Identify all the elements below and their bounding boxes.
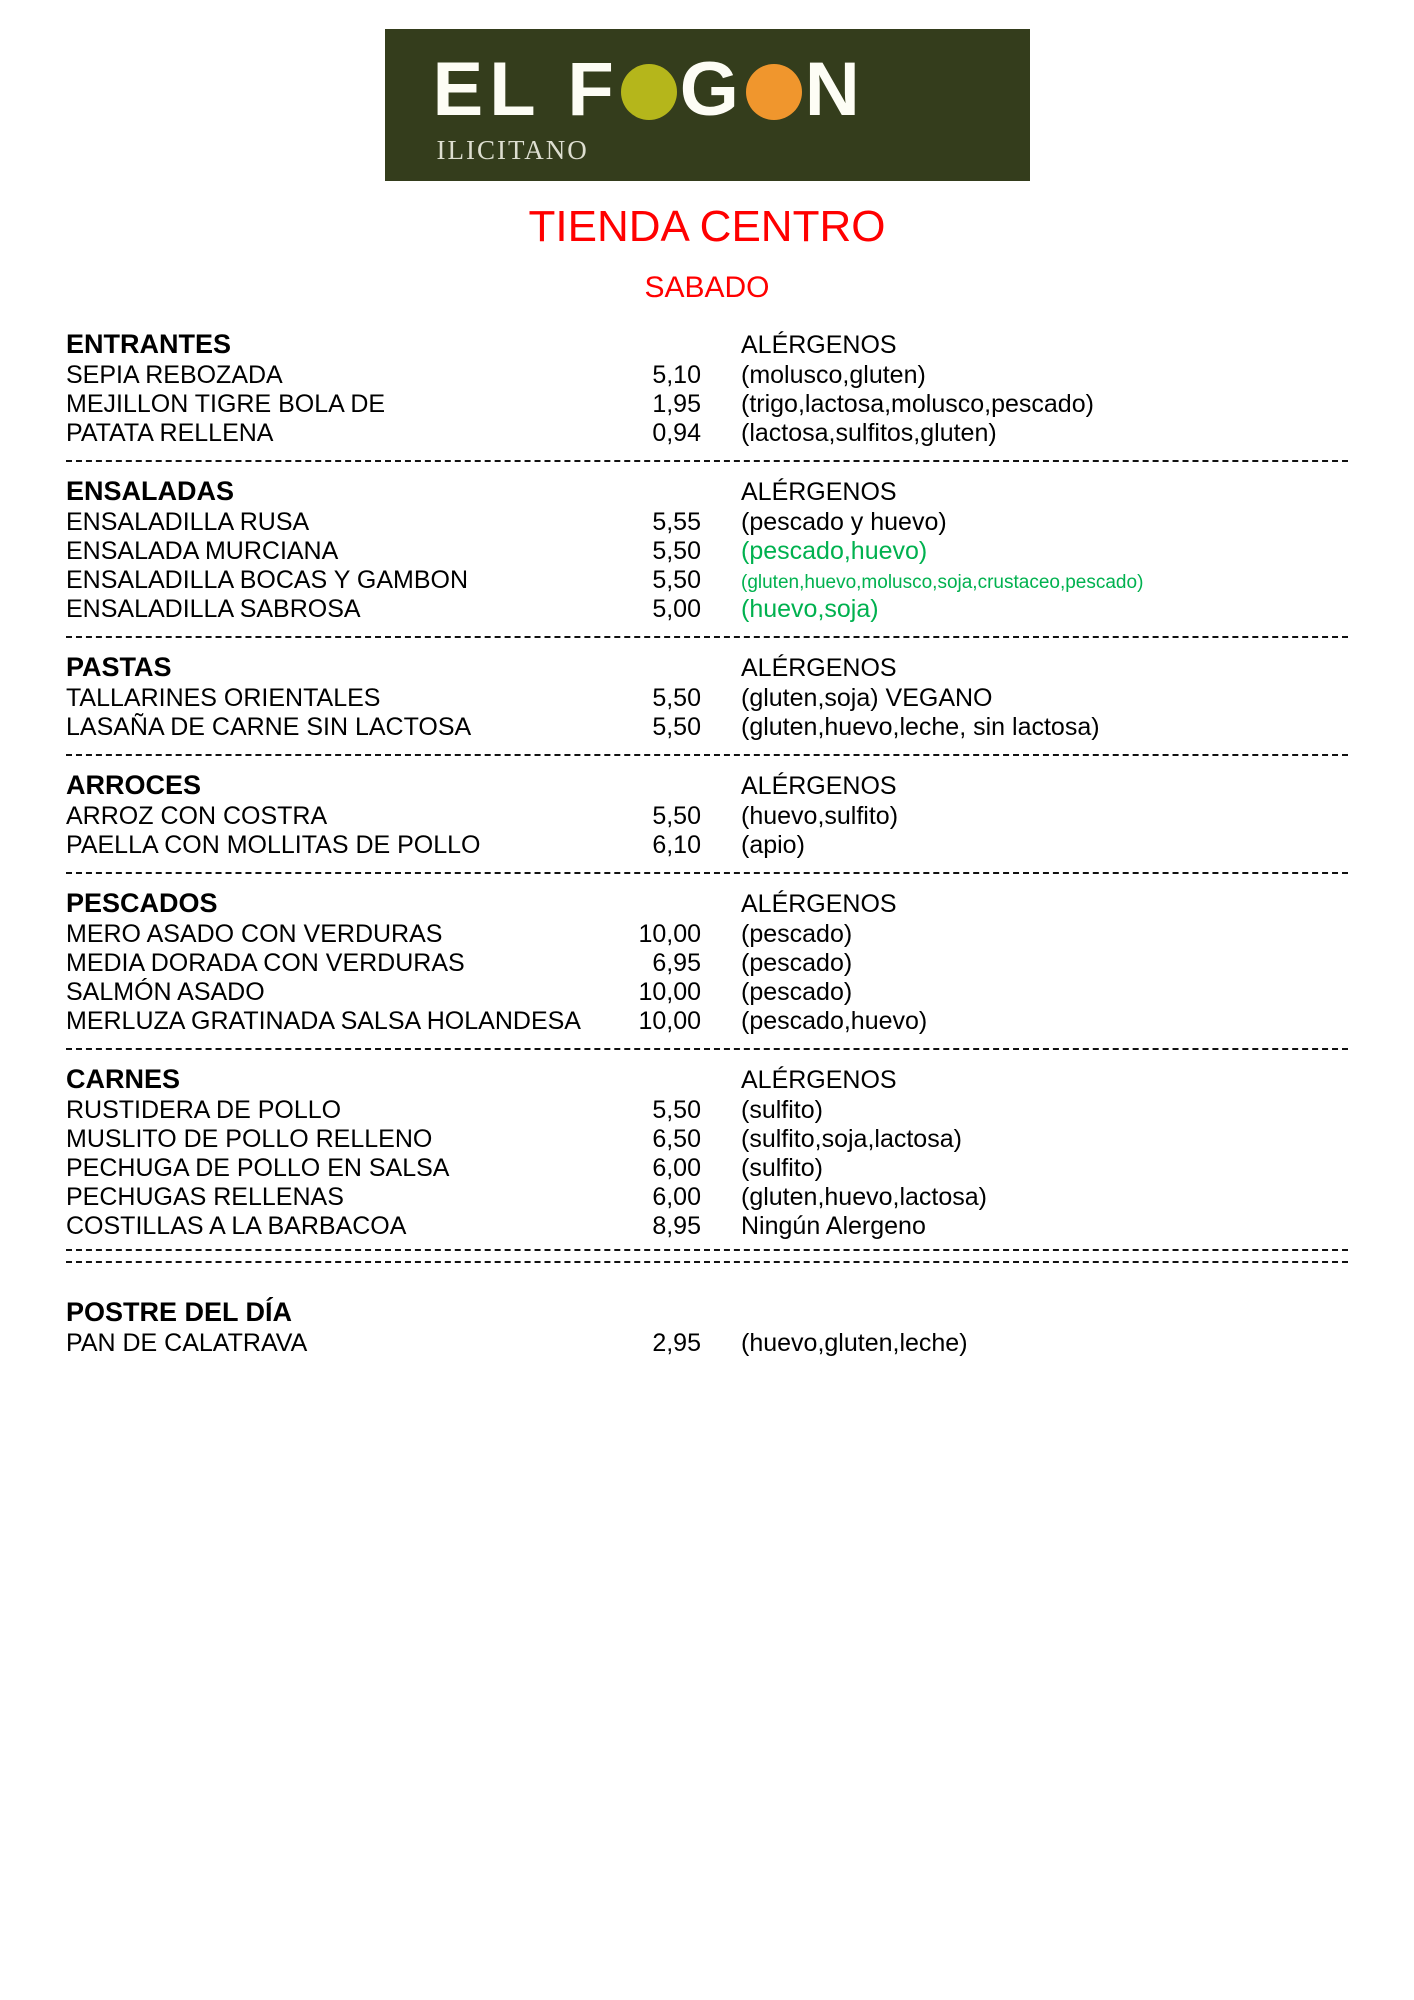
brand-wordmark xyxy=(432,47,866,132)
menu-item-name: LASAÑA DE CARNE SIN LACTOSA xyxy=(66,713,472,741)
menu-item-allergens: (lactosa,sulfitos,gluten) xyxy=(741,419,997,447)
section-title: ENTRANTES xyxy=(66,329,232,359)
menu-section xyxy=(66,890,1348,1034)
menu-item-row xyxy=(66,980,1348,1005)
section-divider xyxy=(66,636,1348,638)
menu-item-name: ENSALADILLA SABROSA xyxy=(66,595,361,623)
menu-item-name: ENSALADILLA BOCAS Y GAMBON xyxy=(66,566,469,594)
menu-item-price: 5,50 xyxy=(652,1096,701,1124)
section-divider xyxy=(66,754,1348,756)
menu-item-row xyxy=(66,833,1348,858)
menu-section xyxy=(66,772,1348,858)
menu-item-name: COSTILLAS A LA BARBACOA xyxy=(66,1212,407,1240)
menu-item-row xyxy=(66,539,1348,564)
menu-section xyxy=(66,1299,1348,1356)
allergens-column-header: ALÉRGENOS xyxy=(741,772,897,800)
brand-text-el-f: EL F xyxy=(432,47,620,132)
menu-item-row xyxy=(66,392,1348,417)
section-title: PESCADOS xyxy=(66,888,218,918)
menu-item-allergens: (huevo,soja) xyxy=(741,595,879,623)
section-divider xyxy=(66,872,1348,874)
section-title: ARROCES xyxy=(66,770,202,800)
brand-text-n: N xyxy=(804,47,866,132)
menu-item-row xyxy=(66,363,1348,388)
section-title: POSTRE DEL DÍA xyxy=(66,1297,293,1327)
menu-item-price: 5,50 xyxy=(652,566,701,594)
menu-item-price: 0,94 xyxy=(652,419,701,447)
menu-item-row xyxy=(66,1185,1348,1210)
page-subtitle: SABADO xyxy=(644,271,770,304)
menu-item-price: 2,95 xyxy=(652,1329,701,1357)
section-header-row xyxy=(66,654,1348,681)
menu-item-price: 6,10 xyxy=(652,831,701,859)
menu-item-price: 5,10 xyxy=(652,361,701,389)
section-title: PASTAS xyxy=(66,652,172,682)
menu-item-price: 5,50 xyxy=(652,684,701,712)
menu-item-allergens: (pescado) xyxy=(741,978,853,1006)
menu-item-allergens: (apio) xyxy=(741,831,805,859)
page-title: TIENDA CENTRO xyxy=(528,202,886,251)
section-divider xyxy=(66,1249,1348,1251)
menu-section xyxy=(66,331,1348,446)
menu-item-name: SALMÓN ASADO xyxy=(66,978,265,1006)
section-divider xyxy=(66,1048,1348,1050)
menu-item-row xyxy=(66,1214,1348,1239)
section-title: ENSALADAS xyxy=(66,476,235,506)
menu-item-row xyxy=(66,421,1348,446)
menu-item-price: 5,50 xyxy=(652,537,701,565)
menu-item-row xyxy=(66,1156,1348,1181)
menu-item-allergens: Ningún Alergeno xyxy=(741,1212,926,1240)
menu-item-price: 6,00 xyxy=(652,1183,701,1211)
menu-item-allergens: (gluten,huevo,leche, sin lactosa) xyxy=(741,713,1100,741)
menu-item-row xyxy=(66,1127,1348,1152)
menu-item-allergens: (gluten,huevo,lactosa) xyxy=(741,1183,987,1211)
orange-circle-icon xyxy=(746,64,802,120)
menu-item-allergens: (pescado,huevo) xyxy=(741,537,928,565)
menu-item-allergens: (pescado) xyxy=(741,949,853,977)
allergens-column-header: ALÉRGENOS xyxy=(741,1066,897,1094)
menu-item-name: SEPIA REBOZADA xyxy=(66,361,283,389)
menu-item-price: 10,00 xyxy=(638,978,701,1006)
section-divider xyxy=(66,1261,1348,1263)
menu-item-row xyxy=(66,597,1348,622)
section-header-row xyxy=(66,1066,1348,1093)
menu-item-allergens: (sulfito) xyxy=(741,1154,823,1182)
menu-item-name: PAELLA CON MOLLITAS DE POLLO xyxy=(66,831,481,859)
menu-item-price: 5,50 xyxy=(652,713,701,741)
menu-item-allergens: (sulfito,soja,lactosa) xyxy=(741,1125,962,1153)
menu-item-price: 10,00 xyxy=(638,1007,701,1035)
allergens-column-header: ALÉRGENOS xyxy=(741,478,897,506)
menu-item-price: 10,00 xyxy=(638,920,701,948)
menu-item-name: MERO ASADO CON VERDURAS xyxy=(66,920,443,948)
menu-item-row xyxy=(66,510,1348,535)
menu-item-name: RUSTIDERA DE POLLO xyxy=(66,1096,342,1124)
menu-item-name: PAN DE CALATRAVA xyxy=(66,1329,308,1357)
section-header-row xyxy=(66,890,1348,917)
menu-item-row xyxy=(66,951,1348,976)
menu-item-name: ARROZ CON COSTRA xyxy=(66,802,328,830)
menu-item-row xyxy=(66,686,1348,711)
menu-item-name: MEJILLON TIGRE BOLA DE xyxy=(66,390,386,418)
menu-item-name: MERLUZA GRATINADA SALSA HOLANDESA xyxy=(66,1007,581,1035)
menu-section xyxy=(66,1066,1348,1239)
menu-item-allergens: (huevo,gluten,leche) xyxy=(741,1329,968,1357)
divider-spacer xyxy=(66,1273,1348,1299)
menu-item-row xyxy=(66,804,1348,829)
section-header-row xyxy=(66,1299,1348,1326)
section-header-row xyxy=(66,478,1348,505)
allergens-column-header: ALÉRGENOS xyxy=(741,654,897,682)
menu-body xyxy=(30,331,1384,1356)
section-title: CARNES xyxy=(66,1064,181,1094)
menu-item-price: 5,00 xyxy=(652,595,701,623)
menu-item-allergens: (sulfito) xyxy=(741,1096,823,1124)
brand-text-g: G xyxy=(679,47,745,132)
allergens-column-header: ALÉRGENOS xyxy=(741,331,897,359)
menu-item-price: 6,00 xyxy=(652,1154,701,1182)
logo-container xyxy=(0,0,1414,181)
menu-item-row xyxy=(66,1331,1348,1356)
menu-item-allergens: (pescado) xyxy=(741,920,853,948)
menu-item-allergens: (pescado,huevo) xyxy=(741,1007,928,1035)
menu-item-name: ENSALADILLA RUSA xyxy=(66,508,310,536)
menu-item-row xyxy=(66,1098,1348,1123)
menu-item-row xyxy=(66,922,1348,947)
section-divider xyxy=(66,460,1348,462)
menu-item-name: MUSLITO DE POLLO RELLENO xyxy=(66,1125,433,1153)
olive-circle-icon xyxy=(621,64,677,120)
menu-item-allergens: (huevo,sulfito) xyxy=(741,802,899,830)
menu-item-allergens: (trigo,lactosa,molusco,pescado) xyxy=(741,390,1094,418)
menu-item-row xyxy=(66,715,1348,740)
menu-item-allergens: (molusco,gluten) xyxy=(741,361,926,389)
allergens-column-header: ALÉRGENOS xyxy=(741,890,897,918)
section-header-row xyxy=(66,331,1348,358)
menu-item-allergens: (gluten,soja) VEGANO xyxy=(741,684,993,712)
menu-item-row xyxy=(66,568,1348,593)
brand-logo xyxy=(385,29,1030,181)
menu-item-allergens: (pescado y huevo) xyxy=(741,508,947,536)
brand-tagline: ILICITANO xyxy=(436,135,589,165)
menu-item-price: 8,95 xyxy=(652,1212,701,1240)
menu-section xyxy=(66,478,1348,622)
menu-item-name: TALLARINES ORIENTALES xyxy=(66,684,381,712)
menu-item-price: 1,95 xyxy=(652,390,701,418)
menu-item-name: MEDIA DORADA CON VERDURAS xyxy=(66,949,465,977)
menu-section xyxy=(66,654,1348,740)
menu-item-price: 6,50 xyxy=(652,1125,701,1153)
menu-item-price: 6,95 xyxy=(652,949,701,977)
menu-item-price: 5,55 xyxy=(652,508,701,536)
menu-item-allergens: (gluten,huevo,molusco,soja,crustaceo,pescado) xyxy=(741,572,1144,593)
section-header-row xyxy=(66,772,1348,799)
menu-item-price: 5,50 xyxy=(652,802,701,830)
menu-item-name: PECHUGA DE POLLO EN SALSA xyxy=(66,1154,450,1182)
menu-item-name: ENSALADA MURCIANA xyxy=(66,537,339,565)
menu-item-name: PECHUGAS RELLENAS xyxy=(66,1183,344,1211)
menu-item-row xyxy=(66,1009,1348,1034)
menu-item-name: PATATA RELLENA xyxy=(66,419,274,447)
